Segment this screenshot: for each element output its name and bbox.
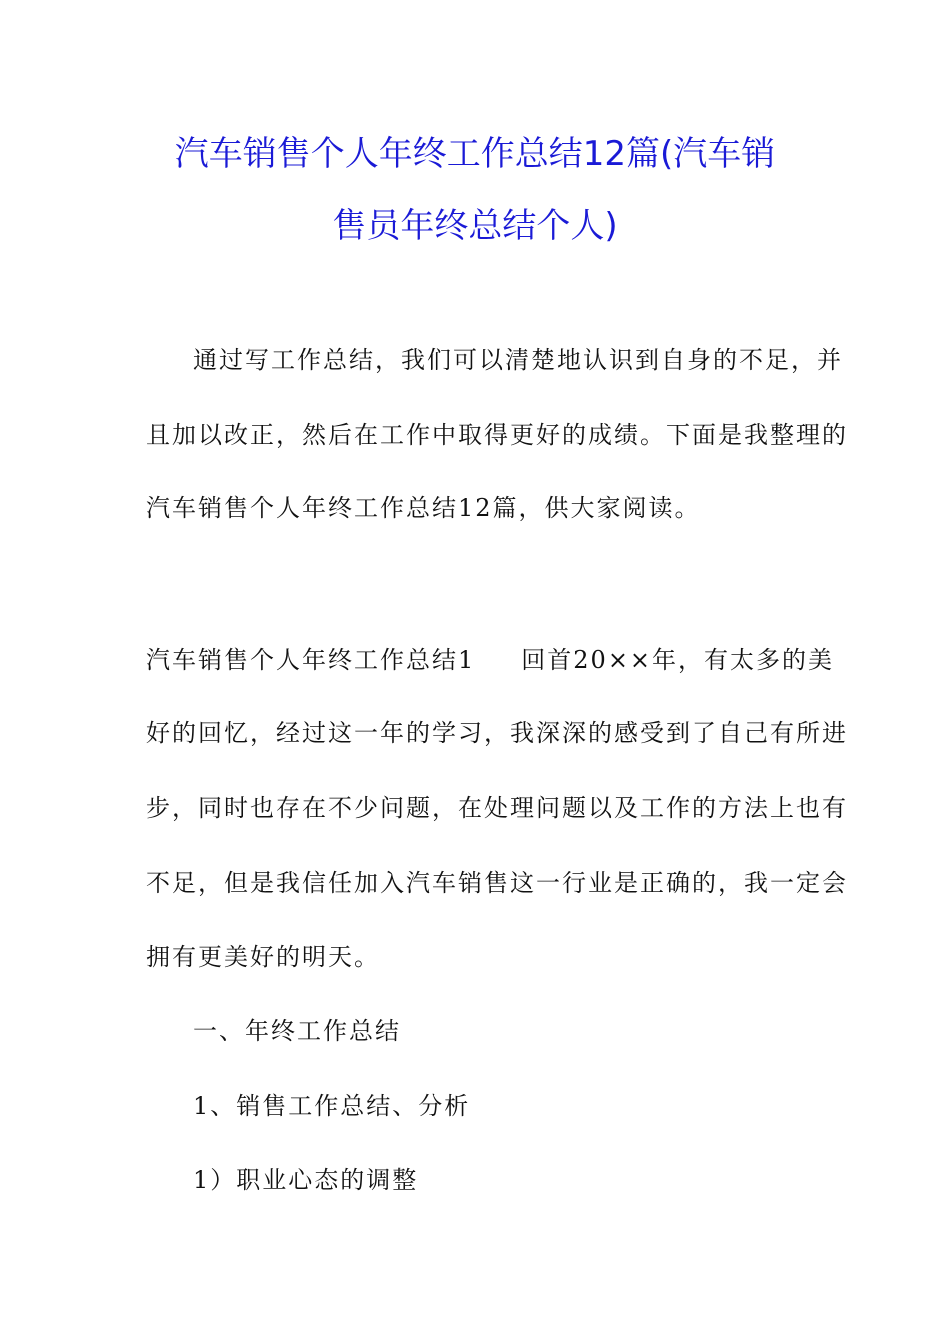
section1-line-4: 不足，但是我信任加入汽车销售这一行业是正确的，我一定会 [146,869,848,897]
section1-first-line [146,645,834,675]
intro-paragraph-line-2: 且加以改正，然后在工作中取得更好的成绩。下面是我整理的 [146,421,848,449]
document-title-line-1: 汽车销售个人年终工作总结12篇(汽车销 [174,134,776,174]
intro-paragraph-line-3: 汽车销售个人年终工作总结12篇，供大家阅读。 [146,494,701,522]
section1-heading: 汽车销售个人年终工作总结1 [146,646,476,674]
section1-line-2: 好的回忆，经过这一年的学习，我深深的感受到了自己有所进 [146,719,848,747]
document-title-line-2: 售员年终总结个人) [332,206,618,246]
intro-paragraph-line-1: 通过写工作总结，我们可以清楚地认识到自身的不足，并 [193,346,843,374]
outline-item-1: 一、年终工作总结 [193,1017,401,1045]
outline-item-3: 1）职业心态的调整 [193,1166,419,1194]
outline-item-2: 1、销售工作总结、分析 [193,1092,471,1120]
section1-line-3: 步，同时也存在不少问题，在处理问题以及工作的方法上也有 [146,794,848,822]
section1-line-5: 拥有更美好的明天。 [146,943,380,971]
section1-line-1-text: 回首20××年，有太多的美 [521,646,835,674]
